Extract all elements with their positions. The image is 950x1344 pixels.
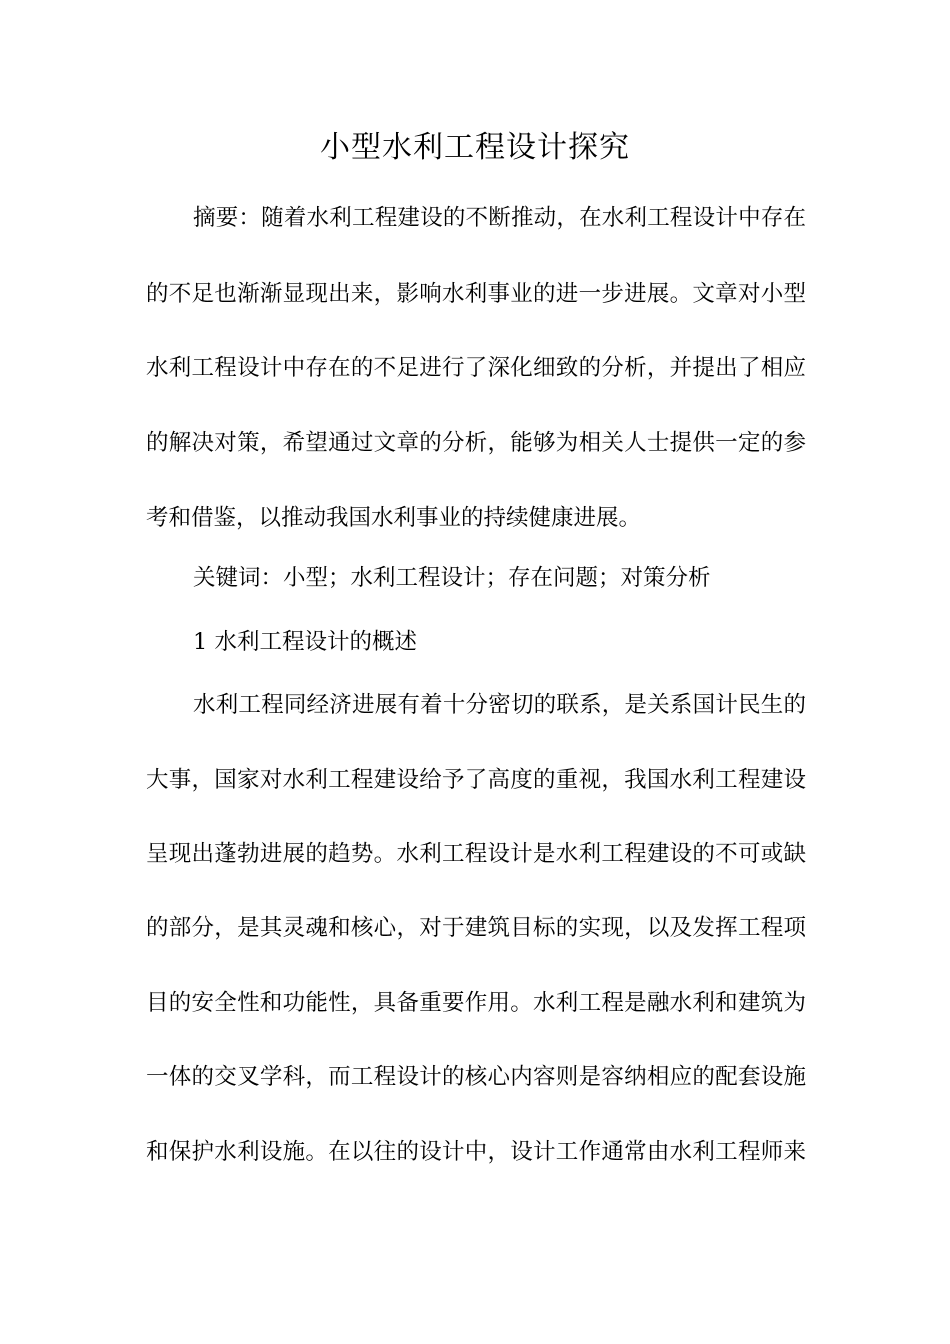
keywords-line: 关键词：小型；水利工程设计；存在问题；对策分析 xyxy=(193,565,711,591)
body-line-7: 和保护水利设施。在以往的设计中，设计工作通常由水利工程师来 xyxy=(146,1139,806,1165)
body-line-1: 水利工程同经济进展有着十分密切的联系，是关系国计民生的 xyxy=(193,692,806,718)
body-line-2: 大事，国家对水利工程建设给予了高度的重视，我国水利工程建设 xyxy=(146,767,806,793)
abstract-line-4: 的解决对策，希望通过文章的分析，能够为相关人士提供一定的参 xyxy=(146,430,806,456)
abstract-line-3: 水利工程设计中存在的不足进行了深化细致的分析，并提出了相应 xyxy=(146,355,806,381)
section-heading: 1 水利工程设计的概述 xyxy=(193,629,417,655)
body-line-5: 目的安全性和功能性，具备重要作用。水利工程是融水利和建筑为 xyxy=(146,990,806,1016)
body-line-3: 呈现出蓬勃进展的趋势。水利工程设计是水利工程建设的不可或缺 xyxy=(146,841,806,867)
body-line-6: 一体的交叉学科，而工程设计的核心内容则是容纳相应的配套设施 xyxy=(146,1064,806,1090)
abstract-line-5: 考和借鉴，以推动我国水利事业的持续健康进展。 xyxy=(146,505,642,531)
body-line-4: 的部分，是其灵魂和核心，对于建筑目标的实现，以及发挥工程项 xyxy=(146,915,806,941)
abstract-line-2: 的不足也渐渐显现出来，影响水利事业的进一步进展。文章对小型 xyxy=(146,281,806,307)
page-title: 小型水利工程设计探究 xyxy=(320,130,630,165)
abstract-line-1: 摘要：随着水利工程建设的不断推动，在水利工程设计中存在 xyxy=(193,205,806,231)
